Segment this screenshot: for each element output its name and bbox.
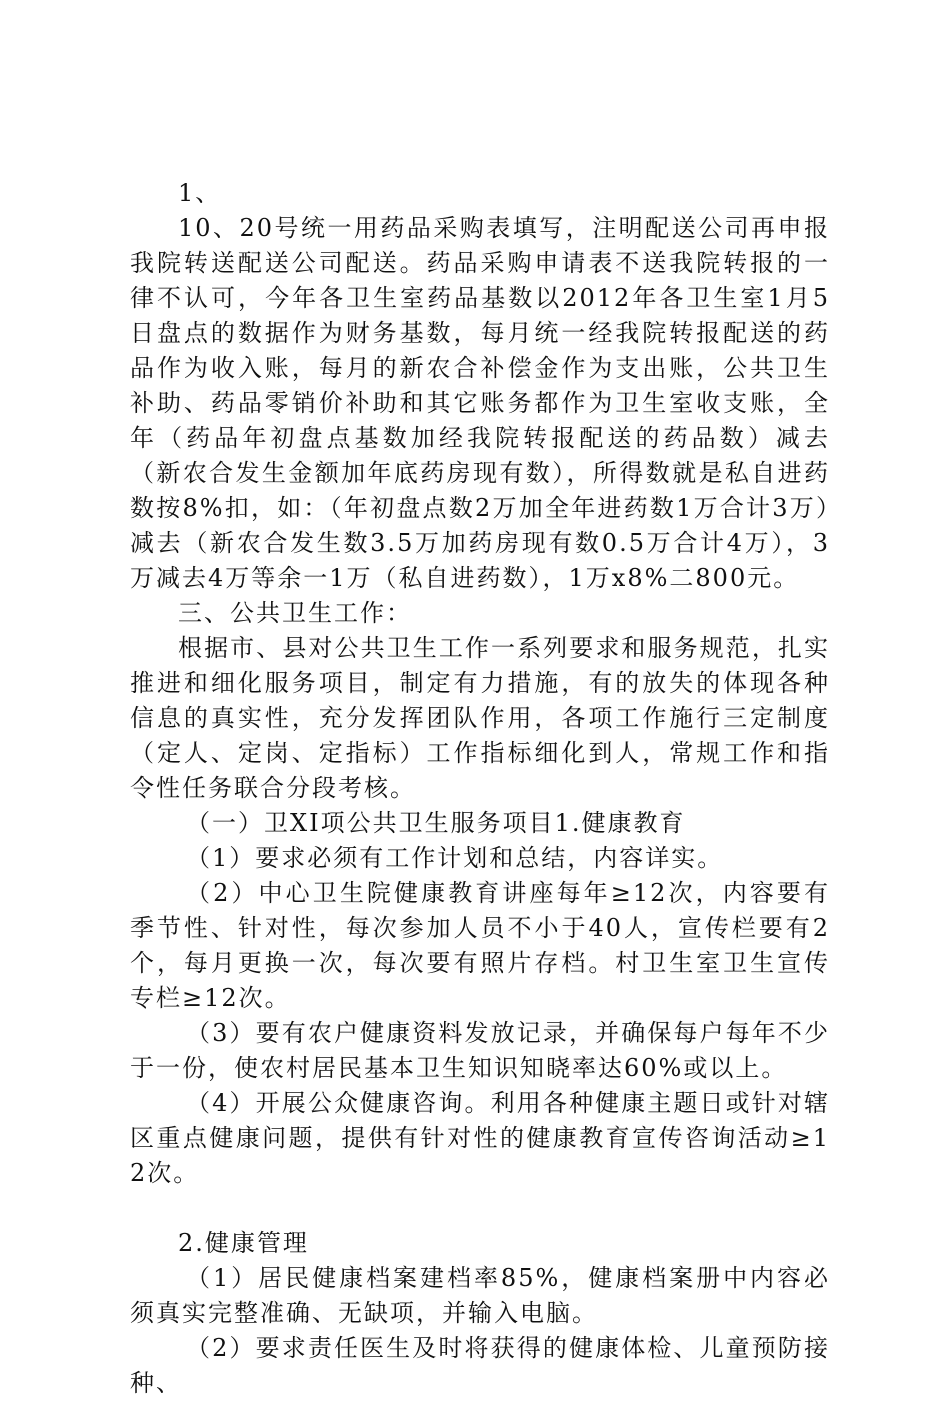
subsection-heading-health-management: 2.健康管理 xyxy=(178,1229,309,1257)
health-education-item-2: （2）中心卫生院健康教育讲座每年≥12次，内容要有季节性、针对性，每次参加人员不小于40人，宣传栏要有2个，每月更换一次，每次要有照片存档。村卫生室卫生宣传专栏≥12次。 xyxy=(130,879,830,1012)
health-education-item-4: （4）开展公众健康咨询。利用各种健康主题日或针对辖区重点健康问题，提供有针对性的健康教育宣传咨询活动≥12次。 xyxy=(130,1089,830,1187)
health-management-item-1: （1）居民健康档案建档率85%，健康档案册中内容必须真实完整准确、无缺项，并输入电脑。 xyxy=(130,1264,830,1327)
document-body xyxy=(130,176,830,1401)
health-management-item-2: （2）要求责任医生及时将获得的健康体检、儿童预防接种、 xyxy=(130,1334,830,1397)
health-education-item-3: （3）要有农户健康资料发放记录，并确保每户每年不少于一份，使农村居民基本卫生知识知晓率达60%或以上。 xyxy=(130,1019,830,1082)
health-education-item-1: （1）要求必须有工作计划和总结，内容详实。 xyxy=(186,844,724,872)
public-health-intro-paragraph: 根据市、县对公共卫生工作一系列要求和服务规范，扎实推进和细化服务项目，制定有力措施，有的放失的体现各种信息的真实性，充分发挥团队作用，各项工作施行三定制度（定人、定岗、定指标）工作指标细化到人，常规工作和指令性任务联合分段考核。 xyxy=(130,634,830,802)
paragraph-gap xyxy=(130,1191,830,1226)
subsection-heading-health-education: （一）卫XI项公共卫生服务项目1.健康教育 xyxy=(186,809,686,837)
item-number-1: 1、 xyxy=(178,179,222,207)
drug-procurement-paragraph: 10、20号统一用药品采购表填写，注明配送公司再申报我院转送配送公司配送。药品采购申请表不送我院转报的一律不认可，今年各卫生室药品基数以2012年各卫生室1月5日盘点的数据作为财务基数，每月统一经我院转报配送的药品作为收入账，每月的新农合补偿金作为支出账，公共卫生补助、药品零销价补助和其它账务都作为卫生室收支账，全年（药品年初盘点基数加经我院转报配送的药品数）减去（新农合发生金额加年底药房现有数），所得数就是私自进药数按8%扣，如：（年初盘点数2万加全年进药数1万合计3万）减去（新农合发生数3.5万加药房现有数0.5万合计4万），3万减去4万等余一1万（私自进药数），1万x8%二800元。 xyxy=(130,214,830,592)
section-heading-public-health: 三、公共卫生工作： xyxy=(178,599,412,627)
